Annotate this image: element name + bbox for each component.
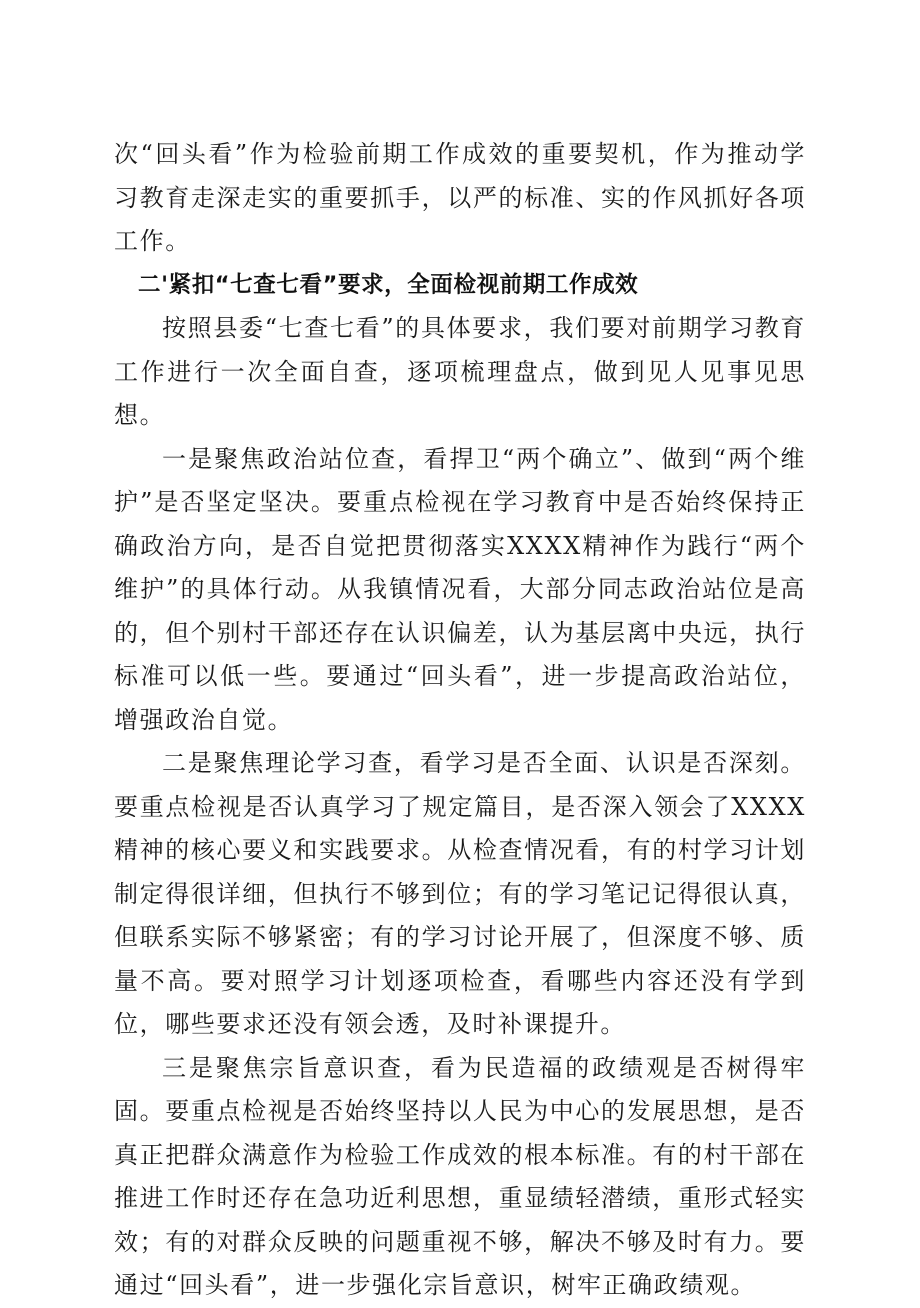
paragraph-theory-study: 二是聚焦理论学习查，看学习是否全面、认识是否深刻。要重点检视是否认真学习了规定篇目，是否深入领会了XXXX精神的核心要义和实践要求。从检查情况看，有的村学习计划制定得很详细，但执行不够到位；有的学习笔记记得很认真，但联系实际不够紧密；有的学习讨论开展了，但深度不够、质量不高。要对照学习计划逐项检查，看哪些内容还没有学到位，哪些要求还没有领会透，及时补课提升。	[114, 749, 806, 1038]
paragraph-purpose-awareness: 三是聚焦宗旨意识查，看为民造福的政绩观是否树得牢固。要重点检视是否始终坚持以人民为中心的发展思想，是否真正把群众满意作为检验工作成效的根本标准。有的村干部在推进工作时还存在急功近利思想，重显绩轻潜绩，重形式轻实效；有的对群众反映的问题重视不够，解决不够及时有力。要通过“回头看”，进一步强化宗旨意识，树牢正确政绩观。	[114, 1053, 806, 1299]
paragraph-intro: 按照县委“七查七看”的具体要求，我们要对前期学习教育工作进行一次全面自查，逐项梳理盘点，做到见人见事见思想。	[114, 314, 806, 429]
section-heading: 二'紧扣“七查七看”要求，全面检视前期工作成效	[138, 271, 639, 298]
document-body	[114, 133, 806, 1308]
paragraph-political-stance: 一是聚焦政治站位查，看捍卫“两个确立”、做到“两个维护”是否坚定坚决。要重点检视在学习教育中是否始终保持正确政治方向，是否自觉把贯彻落实XXXX精神作为践行“两个维护”的具体行动。从我镇情况看，大部分同志政治站位是高的，但个别村干部还存在认识偏差，认为基层离中央远，执行标准可以低一些。要通过“回头看”，进一步提高政治站位，增强政治自觉。	[114, 444, 806, 734]
paragraph-continuation: 次“回头看”作为检验前期工作成效的重要契机，作为推动学习教育走深走实的重要抓手，以严的标准、实的作风抓好各项工作。	[114, 140, 806, 255]
